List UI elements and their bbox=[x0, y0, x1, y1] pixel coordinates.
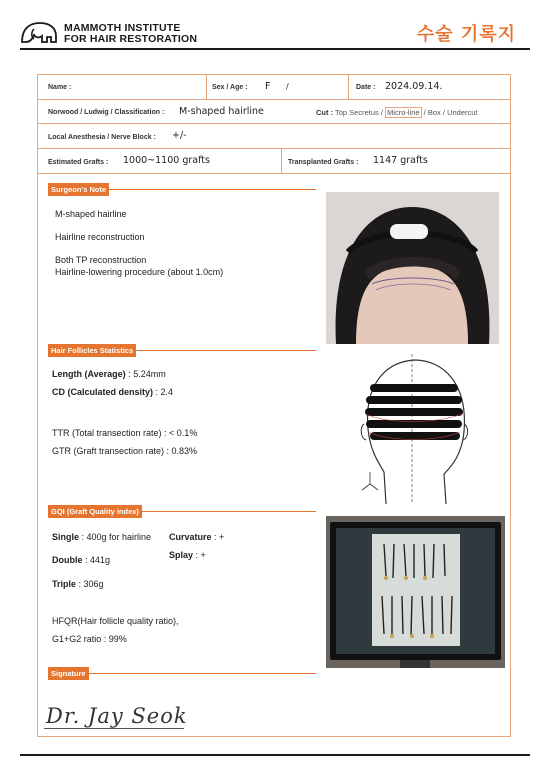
footer-divider bbox=[20, 754, 530, 756]
cut-label: Cut : bbox=[316, 108, 334, 117]
note-line: Both TP reconstruction bbox=[55, 255, 147, 265]
stats-heading: Hair Follicles Statistics bbox=[48, 344, 136, 357]
note-line: Hairline reconstruction bbox=[55, 232, 145, 242]
gqi-single bbox=[52, 532, 151, 543]
signature-heading: Signature bbox=[48, 667, 89, 680]
stat-length-label: Length (Average) bbox=[52, 369, 126, 379]
gqi-g1g2-value: : 99% bbox=[101, 634, 127, 644]
patient-hairline-photo bbox=[326, 192, 499, 344]
row-divider bbox=[38, 173, 510, 174]
date-label: Date : bbox=[356, 84, 376, 91]
gqi-single-label: Single bbox=[52, 532, 80, 542]
cut-separator: / bbox=[423, 108, 426, 117]
gqi-hfqr-line2 bbox=[52, 634, 127, 645]
classification-value: M-shaped hairline bbox=[179, 106, 264, 117]
cut-option-box: Box bbox=[427, 108, 441, 117]
col-divider bbox=[206, 75, 207, 99]
sex-age-label: Sex / Age : bbox=[212, 84, 248, 91]
age-separator: / bbox=[286, 82, 289, 91]
stat-gtr-label: GTR (Graft transection rate) bbox=[52, 446, 165, 456]
gqi-triple-label: Triple bbox=[52, 579, 77, 589]
gqi-splay-value: : + bbox=[193, 550, 206, 560]
anesthesia-value: +/- bbox=[172, 130, 187, 141]
gqi-curvature bbox=[169, 532, 224, 543]
cut-separator: / bbox=[380, 108, 383, 117]
row-divider bbox=[38, 123, 510, 124]
note-line: M-shaped hairline bbox=[55, 209, 127, 219]
name-label: Name : bbox=[48, 84, 72, 91]
gqi-splay bbox=[169, 550, 206, 561]
mammoth-logo-icon bbox=[20, 20, 60, 44]
gqi-triple bbox=[52, 579, 104, 590]
institute-name-line2: FOR HAIR RESTORATION bbox=[64, 33, 198, 45]
gqi-curvature-value: : + bbox=[211, 532, 225, 542]
stat-length bbox=[52, 369, 166, 380]
date-value: 2024.09.14. bbox=[385, 81, 443, 92]
stat-ttr bbox=[52, 428, 197, 439]
signature-underline bbox=[44, 728, 184, 729]
row-divider bbox=[38, 148, 510, 149]
row-divider bbox=[38, 99, 510, 100]
gqi-single-value: : 400g for hairline bbox=[79, 532, 152, 542]
classification-label: Norwood / Ludwig / Classification : bbox=[48, 109, 165, 116]
institute-name bbox=[64, 23, 197, 45]
surgeon-note-heading: Surgeon's Note bbox=[48, 183, 109, 196]
cut-option-undercut: Undercut bbox=[447, 108, 478, 117]
institute-name-line1: MAMMOTH INSTITUTE bbox=[64, 22, 181, 34]
graft-microscope-photo bbox=[326, 516, 505, 668]
gqi-double-value: : 441g bbox=[82, 555, 111, 565]
estimated-grafts-value: 1000~1100 grafts bbox=[123, 155, 210, 166]
stat-ttr-label: TTR (Total transection rate) bbox=[52, 428, 162, 438]
stat-cd-label: CD (Calculated density) bbox=[52, 387, 154, 397]
stat-gtr bbox=[52, 446, 197, 457]
cut-options bbox=[335, 108, 478, 117]
gqi-hfqr-line1: HFQR(Hair follicle quality ratio), bbox=[52, 616, 179, 626]
gqi-heading: GQI (Graft Quality index) bbox=[48, 505, 142, 518]
stat-cd bbox=[52, 387, 173, 398]
stat-gtr-value: : 0.83% bbox=[164, 446, 198, 456]
gqi-g1g2-label: G1+G2 ratio bbox=[52, 634, 102, 644]
estimated-grafts-label: Estimated Grafts : bbox=[48, 159, 109, 166]
gqi-curvature-label: Curvature bbox=[169, 532, 212, 542]
stat-ttr-value: : < 0.1% bbox=[161, 428, 198, 438]
col-divider bbox=[281, 148, 282, 173]
header-divider bbox=[20, 48, 530, 50]
stat-length-value: : 5.24mm bbox=[125, 369, 166, 379]
gqi-double-label: Double bbox=[52, 555, 83, 565]
cut-option-micro-line: Micro-line bbox=[387, 108, 420, 117]
gqi-splay-label: Splay bbox=[169, 550, 194, 560]
note-line: Hairline-lowering procedure (about 1.0cm) bbox=[55, 267, 224, 277]
gqi-triple-value: : 306g bbox=[76, 579, 104, 589]
col-divider bbox=[348, 75, 349, 99]
transplanted-grafts-value: 1147 grafts bbox=[373, 155, 428, 166]
cut-option-top-secretus: Top Secretus bbox=[335, 108, 379, 117]
transplanted-grafts-label: Transplanted Grafts : bbox=[288, 159, 359, 166]
cut-separator: / bbox=[442, 108, 445, 117]
gqi-double bbox=[52, 555, 110, 566]
stat-cd-value: : 2.4 bbox=[153, 387, 174, 397]
doctor-signature: Dr. Jay Seok bbox=[46, 704, 188, 728]
head-donor-diagram bbox=[356, 354, 476, 504]
sex-value: F bbox=[265, 81, 271, 92]
anesthesia-label: Local Anesthesia / Nerve Block : bbox=[48, 134, 156, 141]
document-title: 수술 기록지 bbox=[416, 24, 516, 45]
